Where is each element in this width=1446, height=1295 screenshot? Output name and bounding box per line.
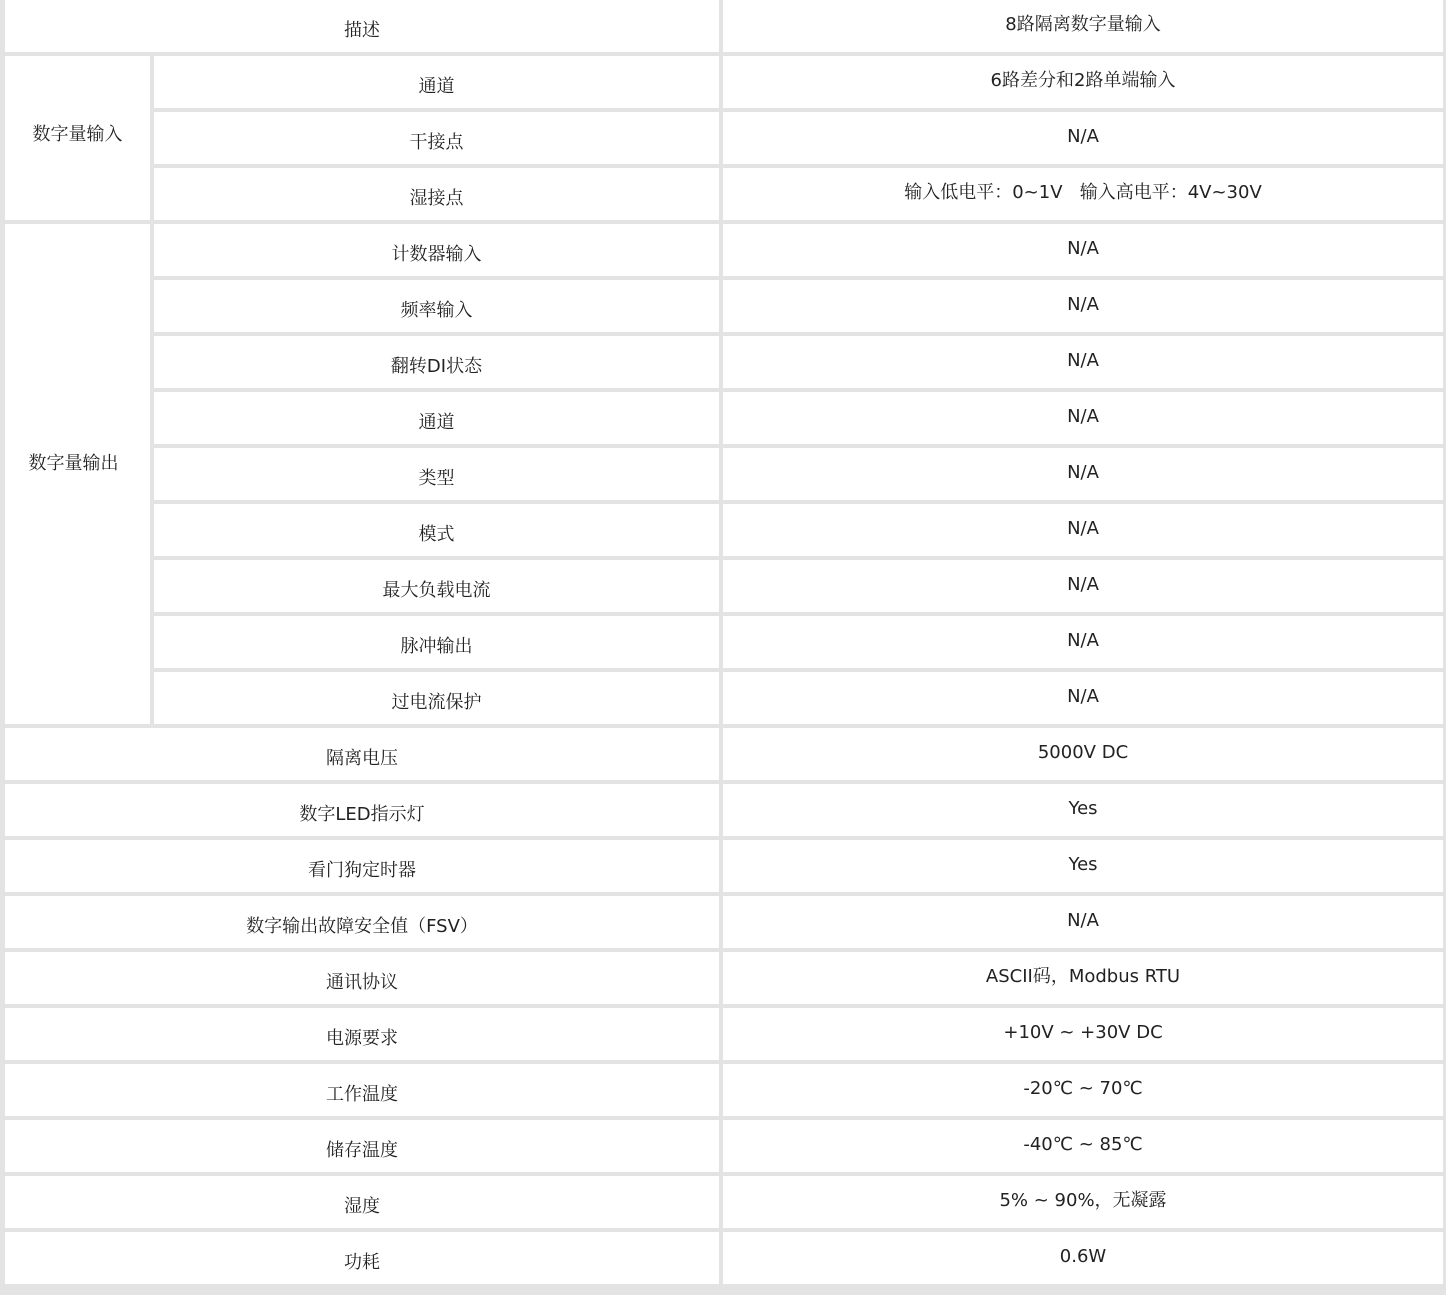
- row-value-cell: [723, 896, 1443, 948]
- row-label: 脉冲输出: [400, 636, 473, 658]
- table-row: [5, 504, 1443, 556]
- row-value-cell: [723, 1064, 1443, 1116]
- row-label-cell: [5, 728, 719, 780]
- row-value-cell: [723, 224, 1443, 276]
- row-label: 模式: [418, 524, 455, 546]
- row-label-cell: [5, 840, 719, 892]
- row-value-cell: [723, 784, 1443, 836]
- row-value: Yes: [1068, 798, 1098, 820]
- table-row: [5, 1120, 1443, 1172]
- row-value: +10V ~ +30V DC: [1003, 1022, 1163, 1044]
- row-label: 通道: [418, 412, 455, 434]
- spec-table: [1, 0, 1446, 1288]
- group-cell-digital-input: [5, 56, 150, 220]
- row-value-cell: [723, 448, 1443, 500]
- row-label-cell: [154, 336, 719, 388]
- row-value: N/A: [1067, 574, 1099, 596]
- row-label: 湿接点: [409, 188, 464, 210]
- row-label: 看门狗定时器: [308, 860, 416, 882]
- table-row: [5, 1232, 1443, 1284]
- row-label: 计数器输入: [391, 244, 482, 266]
- table-row: [5, 168, 1443, 220]
- row-value-cell: [723, 616, 1443, 668]
- table-row: [5, 1008, 1443, 1060]
- row-value: -40℃ ~ 85℃: [1023, 1134, 1143, 1156]
- row-value-cell: [723, 336, 1443, 388]
- table-row: [5, 616, 1443, 668]
- row-value-cell: [723, 1176, 1443, 1228]
- table-row: [5, 1176, 1443, 1228]
- row-value-cell: [723, 952, 1443, 1004]
- row-label: 电源要求: [326, 1028, 398, 1050]
- row-label: 隔离电压: [326, 748, 398, 770]
- row-value: 8路隔离数字量输入: [1005, 14, 1161, 36]
- row-value-cell: [723, 1008, 1443, 1060]
- row-label-cell: [5, 1120, 719, 1172]
- row-value-cell: [723, 840, 1443, 892]
- row-value: N/A: [1067, 294, 1099, 316]
- row-value: N/A: [1067, 910, 1099, 932]
- row-value: ASCII码，Modbus RTU: [985, 966, 1181, 988]
- group-cell-digital-output: [5, 224, 150, 724]
- row-value-cell: [723, 168, 1443, 220]
- table-row: [5, 112, 1443, 164]
- table-row: [5, 784, 1443, 836]
- row-label: 频率输入: [400, 300, 473, 322]
- row-label-cell: [5, 952, 719, 1004]
- row-label-cell: [5, 1064, 719, 1116]
- row-value: N/A: [1067, 518, 1099, 540]
- row-label-cell: [5, 1176, 719, 1228]
- row-label-cell: [5, 1232, 719, 1284]
- row-value: N/A: [1067, 238, 1099, 260]
- group-label: 数字量输入: [32, 124, 123, 146]
- row-value-cell: [723, 728, 1443, 780]
- table-row: [5, 840, 1443, 892]
- row-label: 工作温度: [326, 1084, 398, 1106]
- row-value: Yes: [1068, 854, 1098, 876]
- row-label-cell: [154, 112, 719, 164]
- row-value: 0.6W: [1059, 1246, 1107, 1268]
- table-row: [5, 224, 1443, 276]
- table-row: [5, 952, 1443, 1004]
- row-label-cell: [154, 504, 719, 556]
- row-label-cell: [154, 224, 719, 276]
- row-value: -20℃ ~ 70℃: [1023, 1078, 1143, 1100]
- row-value-cell: [723, 504, 1443, 556]
- row-label: 数字LED指示灯: [299, 804, 425, 826]
- row-label-cell: [154, 560, 719, 612]
- row-value-cell: [723, 112, 1443, 164]
- row-label-cell: [5, 784, 719, 836]
- row-label-cell: [5, 0, 719, 52]
- row-label-cell: [154, 672, 719, 724]
- row-value: N/A: [1067, 126, 1099, 148]
- row-label: 储存温度: [326, 1140, 398, 1162]
- row-value: 5000V DC: [1037, 742, 1129, 764]
- row-value: N/A: [1067, 462, 1099, 484]
- table-row: [5, 728, 1443, 780]
- table-row: [5, 448, 1443, 500]
- group-label: 数字量输出: [28, 453, 119, 475]
- table-row: [5, 392, 1443, 444]
- row-label-cell: [154, 616, 719, 668]
- table-row: [5, 336, 1443, 388]
- row-value-cell: [723, 1120, 1443, 1172]
- row-label: 描述: [344, 20, 380, 42]
- row-value: N/A: [1067, 686, 1099, 708]
- row-value: 6路差分和2路单端输入: [990, 70, 1176, 92]
- row-label-cell: [5, 1008, 719, 1060]
- table-row: [5, 1064, 1443, 1116]
- row-label: 数字输出故障安全值（FSV）: [246, 916, 478, 938]
- row-label-cell: [154, 280, 719, 332]
- row-value: 5% ~ 90%，无凝露: [999, 1190, 1167, 1212]
- row-label: 类型: [418, 468, 455, 490]
- row-label: 最大负载电流: [382, 580, 491, 602]
- table-row: [5, 0, 1443, 52]
- table-row: [5, 672, 1443, 724]
- row-value-cell: [723, 280, 1443, 332]
- row-label: 过电流保护: [391, 692, 482, 714]
- table-row: [5, 896, 1443, 948]
- table-row: [5, 280, 1443, 332]
- row-value-cell: [723, 0, 1443, 52]
- row-label-cell: [154, 56, 719, 108]
- row-label: 翻转DI状态: [390, 356, 483, 378]
- row-value-cell: [723, 392, 1443, 444]
- row-label-cell: [154, 448, 719, 500]
- row-value: N/A: [1067, 406, 1099, 428]
- table-row: [5, 56, 1443, 108]
- row-label-cell: [5, 896, 719, 948]
- row-label: 干接点: [409, 132, 464, 154]
- row-value: 输入低电平：0~1V 输入高电平：4V~30V: [904, 182, 1262, 204]
- row-value-cell: [723, 560, 1443, 612]
- row-value: N/A: [1067, 350, 1099, 372]
- row-label: 功耗: [344, 1252, 380, 1274]
- row-value-cell: [723, 1232, 1443, 1284]
- row-value: N/A: [1067, 630, 1099, 652]
- row-label: 湿度: [344, 1196, 380, 1218]
- row-label: 通讯协议: [326, 972, 398, 994]
- row-value-cell: [723, 672, 1443, 724]
- table-row: [5, 560, 1443, 612]
- row-label-cell: [154, 392, 719, 444]
- row-label: 通道: [418, 76, 455, 98]
- row-value-cell: [723, 56, 1443, 108]
- row-label-cell: [154, 168, 719, 220]
